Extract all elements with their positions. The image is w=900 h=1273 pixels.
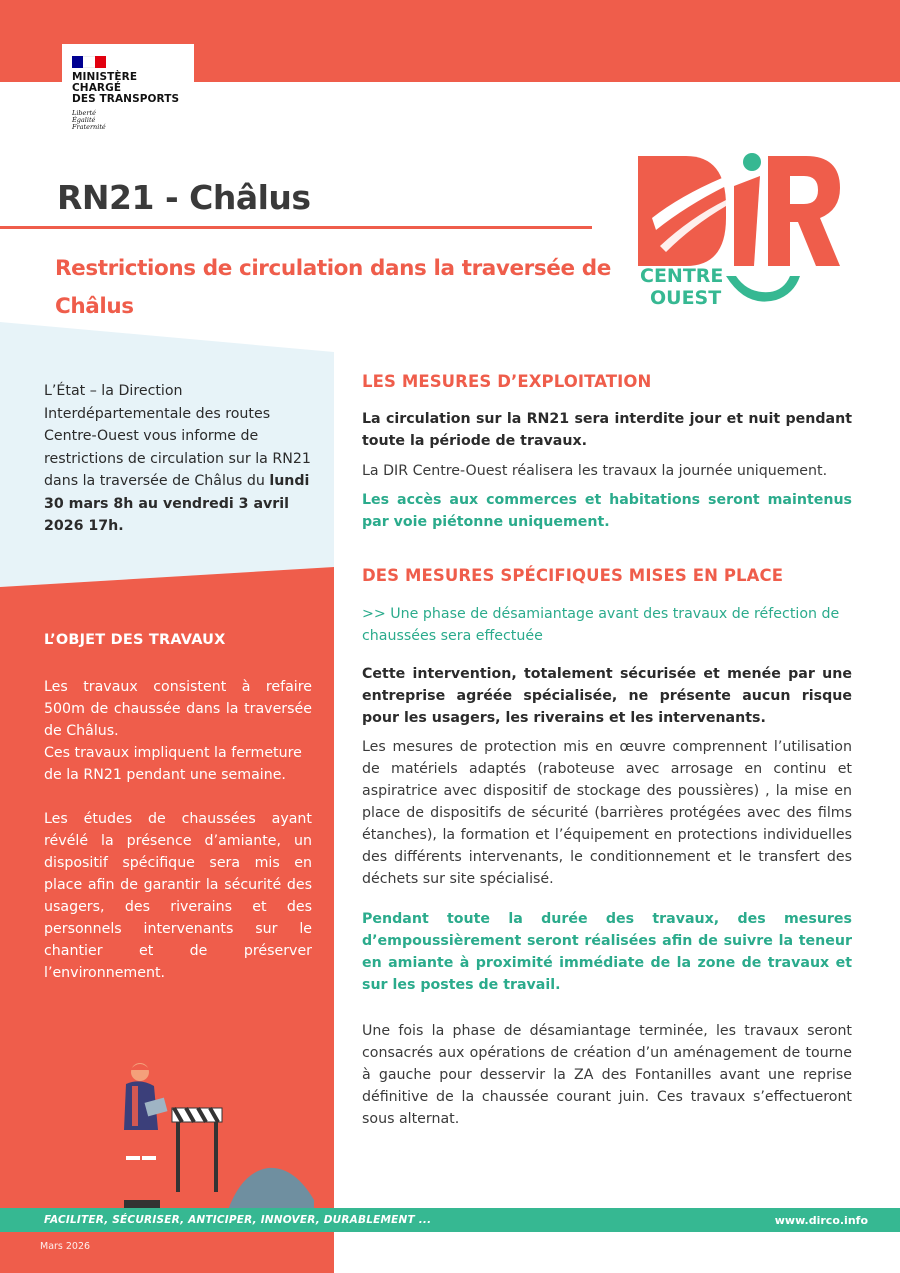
publication-date: Mars 2026 xyxy=(40,1241,91,1252)
footer-slogan: FACILITER, SÉCURISER, ANTICIPER, INNOVER, DURABLEMENT ... xyxy=(44,1214,432,1226)
ministry-motto: Liberté Égalité Fraternité xyxy=(72,109,106,131)
objet-paragraph-1: Les travaux consistent à refaire 500m de chaussée dans la traversée de Châlus. xyxy=(44,679,312,739)
title-divider xyxy=(0,226,592,229)
specifiques-paragraph-1: Cette intervention, totalement sécurisée et menée par une entreprise agréée spécialisée, ne présente aucun risque pour les usagers, les riverains et les intervenants. xyxy=(362,666,852,726)
exploitation-heading: LES MESURES D’EXPLOITATION xyxy=(362,372,652,391)
logo-line-centre: CENTRE xyxy=(640,265,724,287)
ministry-logo xyxy=(62,44,194,140)
intro-body: L’État – la Direction Interdépartementale des routes Centre-Ouest vous informe de restrictions de circulation sur la RN21 dans la traversée de Châlus du xyxy=(44,383,311,489)
footer-website-link[interactable]: www.dirco.info xyxy=(774,1214,868,1227)
specifiques-heading: DES MESURES SPÉCIFIQUES MISES EN PLACE xyxy=(362,566,784,585)
page-subtitle: Restrictions de circulation dans la traversée de Châlus xyxy=(55,256,611,319)
exploitation-paragraph-1: La circulation sur la RN21 sera interdite jour et nuit pendant toute la période de travaux. xyxy=(362,411,852,449)
road-worker-illustration xyxy=(118,1060,318,1212)
exploitation-paragraph-3: Les accès aux commerces et habitations seront maintenus par voie piétonne uniquement. xyxy=(362,492,852,530)
objet-paragraph-2: Ces travaux impliquent la fermeture de la RN21 pendant une semaine. xyxy=(44,745,302,783)
intro-dates: lundi 30 mars 8h au vendredi 3 avril 2026 17h. xyxy=(44,473,310,534)
french-flag-icon xyxy=(72,56,106,68)
specifiques-paragraph-2: Les mesures de protection mis en œuvre comprennent l’utilisation de matériels adaptés (raboteuse avec arrosage en continu et aspiratrice avec dispositif de stockage des poussières) , la mise en place de dispositifs de sécurité (barrières protégées avec des films étanches), la formation et l’équipement en protections individuelles des différents intervenants, le conditionnement et le transfert des déchets sur site spécialisé. xyxy=(362,739,852,887)
exploitation-paragraph-2: La DIR Centre-Ouest réalisera les travaux la journée uniquement. xyxy=(362,463,828,479)
specifiques-paragraph-4: Une fois la phase de désamiantage terminée, les travaux seront consacrés aux opérations de création d’un aménagement de tourne à gauche pour desservir la ZA des Fontanilles avant une reprise définitive de la chaussée courant juin. Ces travaux s’effectueront sous alternat. xyxy=(362,1023,852,1127)
specifiques-phase: >> Une phase de désamiantage avant des travaux de réfection de chaussées sera effectuée xyxy=(362,606,840,644)
intro-text xyxy=(44,380,312,538)
specifiques-paragraph-3: Pendant toute la durée des travaux, des mesures d’empoussièrement seront réalisées afin de suivre la teneur en amiante à proximité immédiate de la zone de travaux et sur les postes de travail. xyxy=(362,911,852,993)
objet-heading: L’OBJET DES TRAVAUX xyxy=(44,632,226,648)
objet-paragraph-3: Les études de chaussées ayant révélé la présence d’amiante, un dispositif spécifique sera mis en place afin de garantir la sécurité des usagers, des riverains et des personnels intervenants sur le chantier et de préserver l’environnement. xyxy=(44,811,312,981)
ministry-name: MINISTÈRE CHARGÉ DES TRANSPORTS xyxy=(72,71,180,105)
dir-centre-ouest-logo xyxy=(630,148,845,313)
page-title: RN21 - Châlus xyxy=(57,178,311,217)
logo-line-ouest: OUEST xyxy=(650,287,722,309)
